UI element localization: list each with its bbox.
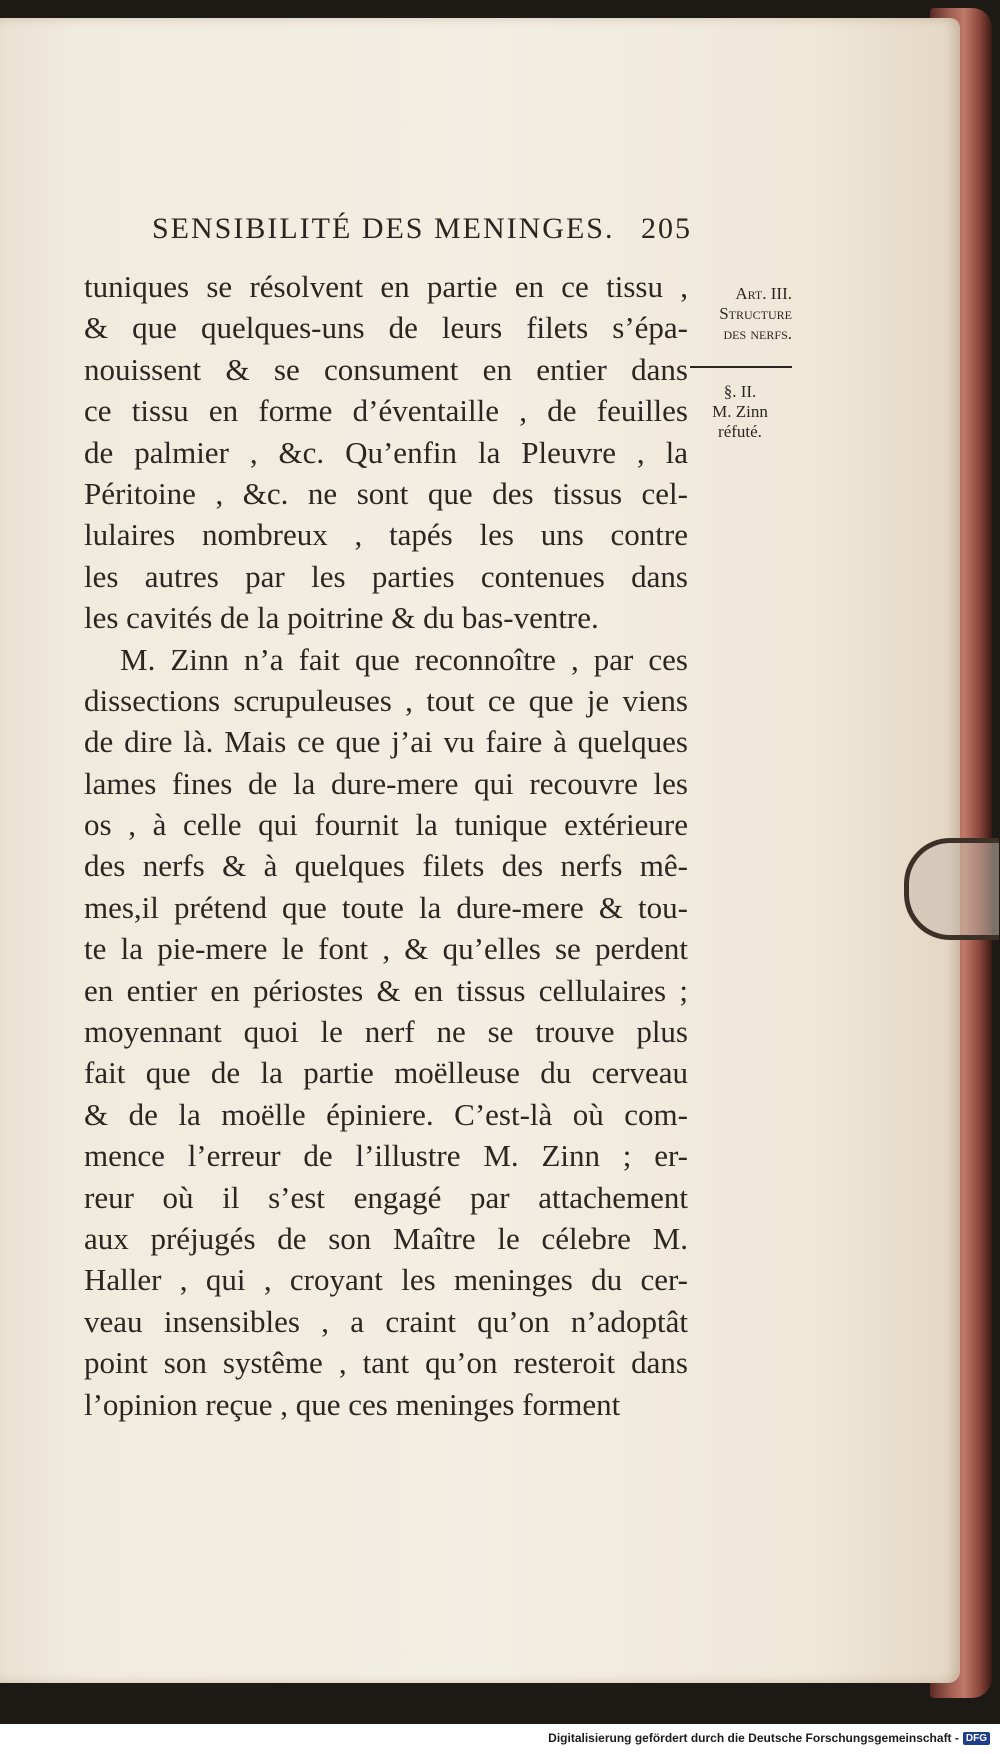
running-head xyxy=(152,212,692,246)
page-clip xyxy=(904,838,999,940)
text-line: de palmier , &c. Qu’enfin la Pleuvre , la xyxy=(84,434,688,470)
text-line: point son systême , tant qu’on resteroit dans xyxy=(84,1345,688,1381)
text-line: mes,il prétend que toute la dure-mere & tou- xyxy=(84,889,688,925)
margin-note-rule xyxy=(690,366,792,368)
body-text xyxy=(84,266,688,1425)
margin-note-line: §. II. xyxy=(723,382,757,401)
text-line: Péritoine , &c. ne sont que des tissus cel- xyxy=(84,475,688,511)
text-line: de dire là. Mais ce que j’ai vu faire à quelques xyxy=(84,724,688,760)
text-line: les cavités de la poitrine & du bas-ventre. xyxy=(84,600,599,636)
margin-note-article xyxy=(680,284,792,344)
text-line: mence l’erreur de l’illustre M. Zinn ; er- xyxy=(84,1138,688,1174)
text-line: veau insensibles , a craint qu’on n’adoptât xyxy=(84,1303,688,1339)
text-line: des nerfs & à quelques filets des nerfs mê- xyxy=(84,848,688,884)
margin-note-section xyxy=(690,382,790,442)
text-line: reur où il s’est engagé par attachement xyxy=(84,1179,688,1215)
credit-text: Digitalisierung gefördert durch die Deutsche Forschungsgemeinschaft - xyxy=(548,1731,959,1745)
dfg-logo: DFG xyxy=(963,1732,990,1745)
text-line: lames fines de la dure-mere qui recouvre les xyxy=(84,765,688,801)
text-line: les autres par les parties contenues dans xyxy=(84,558,688,594)
text-line: dissections scrupuleuses , tout ce que je viens xyxy=(84,682,688,718)
text-line: aux préjugés de son Maître le célebre M. xyxy=(84,1220,688,1256)
margin-note-line: Structure xyxy=(719,304,792,323)
digitization-credit xyxy=(544,1726,994,1750)
margin-note-line: réfuté. xyxy=(718,422,762,441)
text-line: te la pie-mere le font , & qu’elles se perdent xyxy=(84,931,688,967)
text-line: fait que de la partie moëlleuse du cerveau xyxy=(84,1055,688,1091)
margin-note-line: M. Zinn xyxy=(712,402,768,421)
text-line: & que quelques-uns de leurs filets s’épa- xyxy=(84,310,688,346)
text-line: moyennant quoi le nerf ne se trouve plus xyxy=(84,1014,688,1050)
text-line: nouissent & se consument en entier dans xyxy=(84,351,688,387)
page-number: 205 xyxy=(641,212,692,245)
text-line: l’opinion reçue , que ces meninges forment xyxy=(84,1386,621,1422)
text-line: en entier en périostes & en tissus cellulaires ; xyxy=(84,972,688,1008)
text-line: lulaires nombreux , tapés les uns contre xyxy=(84,517,688,553)
margin-note-line: Art. III. xyxy=(735,284,792,303)
text-line: & de la moëlle épiniere. C’est-là où com- xyxy=(84,1096,688,1132)
text-line: M. Zinn n’a fait que reconnoître , par ces xyxy=(120,641,688,677)
text-line: ce tissu en forme d’éventaille , de feuilles xyxy=(84,393,688,429)
text-line: tuniques se résolvent en partie en ce tissu , xyxy=(84,269,688,304)
text-line: os , à celle qui fournit la tunique extérieure xyxy=(84,807,688,843)
running-head-title: SENSIBILITÉ DES MENINGES. xyxy=(152,212,615,245)
margin-note-line: des nerfs. xyxy=(723,324,792,343)
text-line: Haller , qui , croyant les meninges du cer- xyxy=(84,1262,688,1298)
